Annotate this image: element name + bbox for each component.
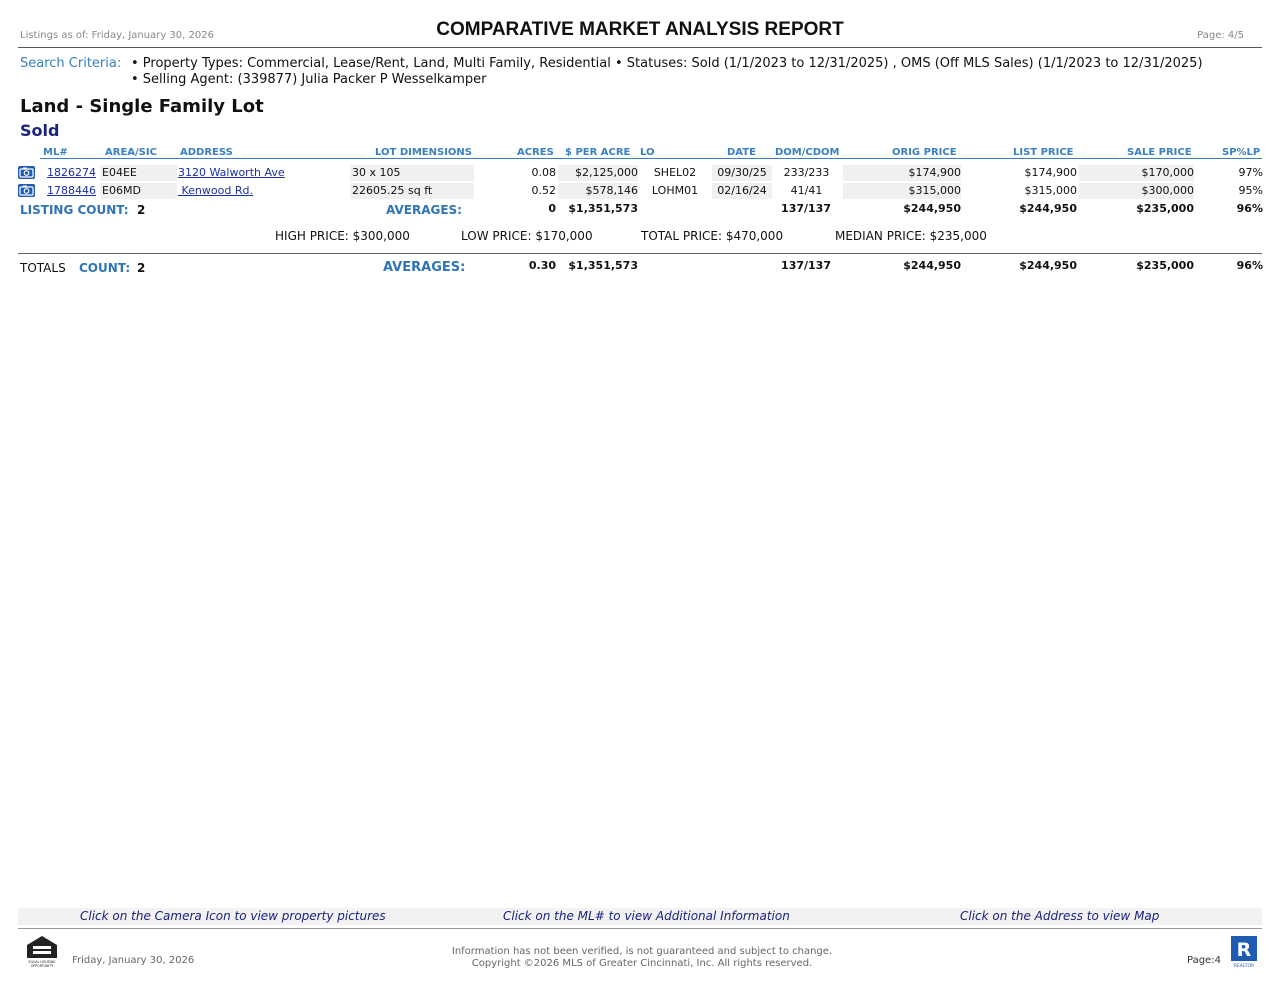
hint-ml: Click on the ML# to view Additional Information xyxy=(503,909,790,923)
hint-camera: Click on the Camera Icon to view property pictures xyxy=(80,909,386,923)
median-price: MEDIAN PRICE: $235,000 xyxy=(835,229,987,243)
sp-lp-cell: 97% xyxy=(1238,166,1263,179)
orig-price-cell: $174,900 xyxy=(843,165,961,181)
col-header-dom: DOM/CDOM xyxy=(775,147,840,158)
totals-averages-label: AVERAGES: xyxy=(383,260,466,275)
address-link[interactable]: Kenwood Rd. xyxy=(178,184,253,197)
report-title: COMPARATIVE MARKET ANALYSIS REPORT xyxy=(436,19,844,40)
col-header-date: DATE xyxy=(727,147,756,158)
avg-sp-lp: 96% xyxy=(1236,202,1263,215)
col-header-orig-price: ORIG PRICE xyxy=(892,147,957,158)
page-indicator: Page: 4/5 xyxy=(1197,30,1244,41)
footer-date: Friday, January 30, 2026 xyxy=(72,955,195,966)
avg-orig-price: $244,950 xyxy=(903,202,961,215)
footer-divider xyxy=(18,928,1262,929)
high-price: HIGH PRICE: $300,000 xyxy=(275,229,410,243)
disclaimer xyxy=(0,946,1280,970)
totals-label: TOTALS xyxy=(20,261,66,275)
dom-cell: 233/233 xyxy=(783,166,830,179)
avg-sale-price: $235,000 xyxy=(1136,202,1194,215)
dom-cell: 41/41 xyxy=(790,184,823,197)
totals-dom: 137/137 xyxy=(781,259,831,272)
per-acre-cell: $2,125,000 xyxy=(558,165,638,181)
totals-list-price: $244,950 xyxy=(1019,259,1077,272)
svg-text:R: R xyxy=(1236,939,1252,961)
ml-number-link[interactable]: 1788446 xyxy=(47,184,96,197)
col-header-per-acre: $ PER ACRE xyxy=(565,147,631,158)
sale-price-cell: $300,000 xyxy=(1079,183,1194,199)
date-cell: 09/30/25 xyxy=(712,165,772,181)
col-header-list-price: LIST PRICE xyxy=(1013,147,1074,158)
totals-acres: 0.30 xyxy=(528,259,556,272)
col-header-lot-dimensions: LOT DIMENSIONS xyxy=(375,147,472,158)
header-divider xyxy=(18,47,1262,48)
totals-orig-price: $244,950 xyxy=(903,259,961,272)
date-cell: 02/16/24 xyxy=(712,183,772,199)
camera-icon[interactable] xyxy=(18,166,35,179)
col-header-sp-lp: SP%LP xyxy=(1222,147,1261,158)
totals-sale-price: $235,000 xyxy=(1136,259,1194,272)
listing-count-label: LISTING COUNT: xyxy=(20,203,129,217)
orig-price-cell: $315,000 xyxy=(843,183,961,199)
search-criteria-text: • Property Types: Commercial, Lease/Rent, Land, Multi Family, Residential • Statuses: Sold (1/1/2023 to 12/31/2025) , OMS (Off MLS Sales) (1/1/2023 to 12/31/2025) • Selling Agent: (339877) Julia Packer P Wesselkamper xyxy=(131,56,1203,87)
totals-count-value: 2 xyxy=(137,261,146,275)
listing-count-value: 2 xyxy=(137,203,146,217)
acres-cell: 0.08 xyxy=(531,166,556,179)
per-acre-cell: $578,146 xyxy=(558,183,638,199)
sp-lp-cell: 95% xyxy=(1238,184,1263,197)
realtor-logo-icon xyxy=(1230,935,1258,968)
search-criteria-label: Search Criteria: xyxy=(20,56,122,71)
avg-per-acre: $1,351,573 xyxy=(568,202,638,215)
totals-per-acre: $1,351,573 xyxy=(568,259,638,272)
col-header-lo: LO xyxy=(640,147,655,158)
total-price: TOTAL PRICE: $470,000 xyxy=(641,229,784,243)
lo-cell: LOHM01 xyxy=(651,184,699,197)
disclaimer-line-2: Copyright ©2026 MLS of Greater Cincinnati, Inc. All rights reserved. xyxy=(471,958,813,969)
area-cell: E06MD xyxy=(100,183,177,199)
lot-dimensions-cell: 22605.25 sq ft xyxy=(350,183,474,199)
hint-address: Click on the Address to view Map xyxy=(960,909,1160,923)
svg-text:REALTOR: REALTOR xyxy=(1233,964,1255,968)
svg-text:OPPORTUNITY: OPPORTUNITY xyxy=(30,964,54,968)
sale-price-cell: $170,000 xyxy=(1079,165,1194,181)
svg-text:EQUAL HOUSING: EQUAL HOUSING xyxy=(28,960,56,964)
acres-cell: 0.52 xyxy=(531,184,556,197)
column-header-divider xyxy=(40,158,1262,159)
list-price-cell: $315,000 xyxy=(1024,184,1077,197)
totals-sp-lp: 96% xyxy=(1236,259,1263,272)
footer-page-number: Page:4 xyxy=(1187,955,1221,966)
totals-divider xyxy=(18,253,1262,254)
averages-label: AVERAGES: xyxy=(386,203,462,217)
camera-icon[interactable] xyxy=(18,184,35,197)
totals-count-label: COUNT: xyxy=(79,261,131,275)
listings-as-of: Listings as of: Friday, January 30, 2026 xyxy=(20,30,214,41)
ml-number-link[interactable]: 1826274 xyxy=(47,166,96,179)
section-title: Land - Single Family Lot xyxy=(20,96,264,117)
avg-dom: 137/137 xyxy=(781,202,831,215)
col-header-ml: ML# xyxy=(43,147,68,158)
address-link[interactable]: 3120 Walworth Ave xyxy=(178,166,285,179)
status-title: Sold xyxy=(20,121,60,140)
area-cell: E04EE xyxy=(100,165,177,181)
low-price: LOW PRICE: $170,000 xyxy=(461,229,593,243)
col-header-acres: ACRES xyxy=(517,147,554,158)
avg-list-price: $244,950 xyxy=(1019,202,1077,215)
lo-cell: SHEL02 xyxy=(653,166,697,179)
lot-dimensions-cell: 30 x 105 xyxy=(350,165,474,181)
col-header-area: AREA/SIC xyxy=(105,147,157,158)
col-header-address: ADDRESS xyxy=(180,147,233,158)
list-price-cell: $174,900 xyxy=(1024,166,1077,179)
avg-acres: 0 xyxy=(548,202,556,215)
col-header-sale-price: SALE PRICE xyxy=(1127,147,1192,158)
disclaimer-line-1: Information has not been verified, is not guaranteed and subject to change. xyxy=(451,946,833,957)
